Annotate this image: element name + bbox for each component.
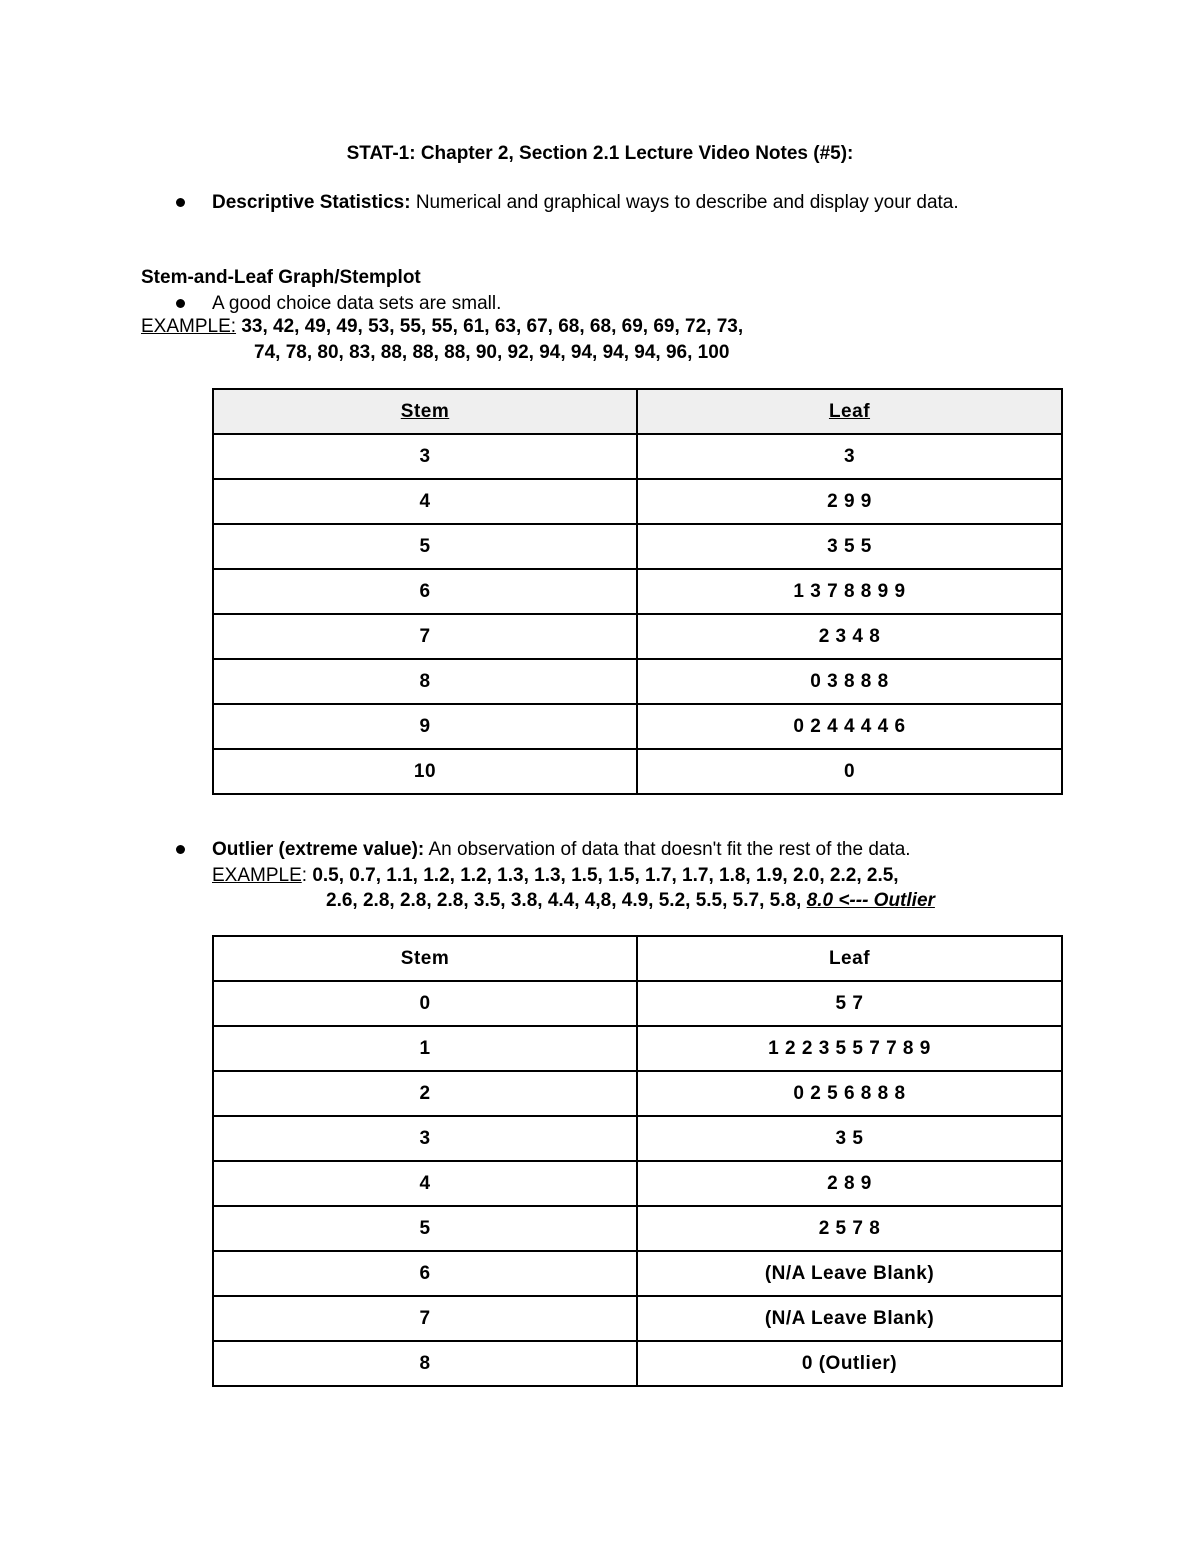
descriptive-definition: Numerical and graphical ways to describe and display your data. bbox=[415, 192, 959, 213]
leaf-cell: 3 5 5 bbox=[637, 524, 1062, 569]
leaf-cell: 0 bbox=[637, 749, 1062, 794]
stem-cell: 3 bbox=[213, 434, 637, 479]
example-colon: : bbox=[301, 865, 308, 886]
outlier-callout: 8.0 <--- Outlier bbox=[806, 890, 935, 911]
descriptive-statistics-bullet bbox=[176, 190, 1036, 242]
leaf-cell: 1 3 7 8 8 9 9 bbox=[637, 569, 1062, 614]
table-row bbox=[213, 479, 1062, 524]
leaf-cell: 5 7 bbox=[637, 981, 1062, 1026]
table-row bbox=[213, 1341, 1062, 1386]
leaf-cell: 0 2 4 4 4 4 6 bbox=[637, 704, 1062, 749]
stem-header: Stem bbox=[213, 936, 637, 981]
example-values: 0.5, 0.7, 1.1, 1.2, 1.2, 1.3, 1.3, 1.5, 1.5, 1.7, 1.7, 1.8, 1.9, 2.0, 2.2, 2.5, bbox=[312, 865, 899, 886]
stem-cell: 4 bbox=[213, 479, 637, 524]
bullet-icon bbox=[176, 198, 185, 207]
outlier-text bbox=[212, 837, 1072, 863]
table-row bbox=[213, 524, 1062, 569]
table-row bbox=[213, 1116, 1062, 1161]
table-row bbox=[213, 981, 1062, 1026]
leaf-cell: 0 3 8 8 8 bbox=[637, 659, 1062, 704]
outlier-bullet bbox=[176, 837, 1076, 863]
table-row bbox=[213, 1026, 1062, 1071]
leaf-cell: 2 9 9 bbox=[637, 479, 1062, 524]
table-row bbox=[213, 749, 1062, 794]
stem-cell: 10 bbox=[213, 749, 637, 794]
stem-cell: 7 bbox=[213, 1296, 637, 1341]
stem-cell: 9 bbox=[213, 704, 637, 749]
page-title: STAT-1: Chapter 2, Section 2.1 Lecture Video Notes (#5): bbox=[346, 143, 854, 164]
stem-header: Stem bbox=[213, 389, 637, 434]
example-label: EXAMPLE bbox=[212, 865, 302, 886]
leaf-header: Leaf bbox=[637, 389, 1062, 434]
leaf-cell: 3 5 bbox=[637, 1116, 1062, 1161]
example-2-line-1 bbox=[212, 863, 899, 889]
table-row bbox=[213, 569, 1062, 614]
table-row bbox=[213, 704, 1062, 749]
stem-cell: 5 bbox=[213, 1206, 637, 1251]
stem-cell: 7 bbox=[213, 614, 637, 659]
small-datasets-text: A good choice data sets are small. bbox=[212, 293, 502, 314]
stem-cell: 3 bbox=[213, 1116, 637, 1161]
outlier-term: Outlier (extreme value): bbox=[212, 839, 425, 860]
descriptive-term: Descriptive Statistics: bbox=[212, 192, 411, 213]
stem-cell: 4 bbox=[213, 1161, 637, 1206]
leaf-header: Leaf bbox=[637, 936, 1062, 981]
table-row bbox=[213, 659, 1062, 704]
leaf-cell: 1 2 2 3 5 5 7 7 8 9 bbox=[637, 1026, 1062, 1071]
table-row bbox=[213, 434, 1062, 479]
stem-cell: 2 bbox=[213, 1071, 637, 1116]
stem-cell: 1 bbox=[213, 1026, 637, 1071]
bullet-icon bbox=[176, 845, 185, 854]
outlier-definition: An observation of data that doesn't fit the rest of the data. bbox=[428, 839, 911, 860]
example-1-line-1 bbox=[141, 314, 743, 340]
stem-cell: 8 bbox=[213, 659, 637, 704]
leaf-cell: 2 3 4 8 bbox=[637, 614, 1062, 659]
stem-cell: 0 bbox=[213, 981, 637, 1026]
stem-cell: 8 bbox=[213, 1341, 637, 1386]
leaf-cell: (N/A Leave Blank) bbox=[637, 1296, 1062, 1341]
leaf-cell: 0 (Outlier) bbox=[637, 1341, 1062, 1386]
example-2-line-2 bbox=[326, 888, 935, 914]
leaf-cell: (N/A Leave Blank) bbox=[637, 1251, 1062, 1296]
table-row bbox=[213, 1251, 1062, 1296]
leaf-cell: 0 2 5 6 8 8 8 bbox=[637, 1071, 1062, 1116]
stem-cell: 6 bbox=[213, 569, 637, 614]
descriptive-statistics-text bbox=[212, 190, 1012, 216]
stemplot-table-1 bbox=[212, 388, 1063, 795]
table-header-row bbox=[213, 936, 1062, 981]
bullet-icon bbox=[176, 299, 185, 308]
example-label: EXAMPLE: bbox=[141, 316, 237, 337]
table-header-row bbox=[213, 389, 1062, 434]
table-row bbox=[213, 614, 1062, 659]
leaf-cell: 3 bbox=[637, 434, 1062, 479]
table-row bbox=[213, 1071, 1062, 1116]
stemplot-table-2 bbox=[212, 935, 1063, 1387]
stemplot-heading: Stem-and-Leaf Graph/Stemplot bbox=[141, 267, 421, 288]
example-values-continued: 2.6, 2.8, 2.8, 2.8, 3.5, 3.8, 4.4, 4,8, 4.9, 5.2, 5.5, 5.7, 5.8, bbox=[326, 890, 802, 911]
stem-cell: 5 bbox=[213, 524, 637, 569]
leaf-cell: 2 8 9 bbox=[637, 1161, 1062, 1206]
table-row bbox=[213, 1161, 1062, 1206]
example-1-line-2: 74, 78, 80, 83, 88, 88, 88, 90, 92, 94, 94, 94, 94, 96, 100 bbox=[254, 342, 730, 363]
leaf-cell: 2 5 7 8 bbox=[637, 1206, 1062, 1251]
table-row bbox=[213, 1296, 1062, 1341]
table-row bbox=[213, 1206, 1062, 1251]
example-values: 33, 42, 49, 49, 53, 55, 55, 61, 63, 67, 68, 68, 69, 69, 72, 73, bbox=[241, 316, 744, 337]
stem-cell: 6 bbox=[213, 1251, 637, 1296]
